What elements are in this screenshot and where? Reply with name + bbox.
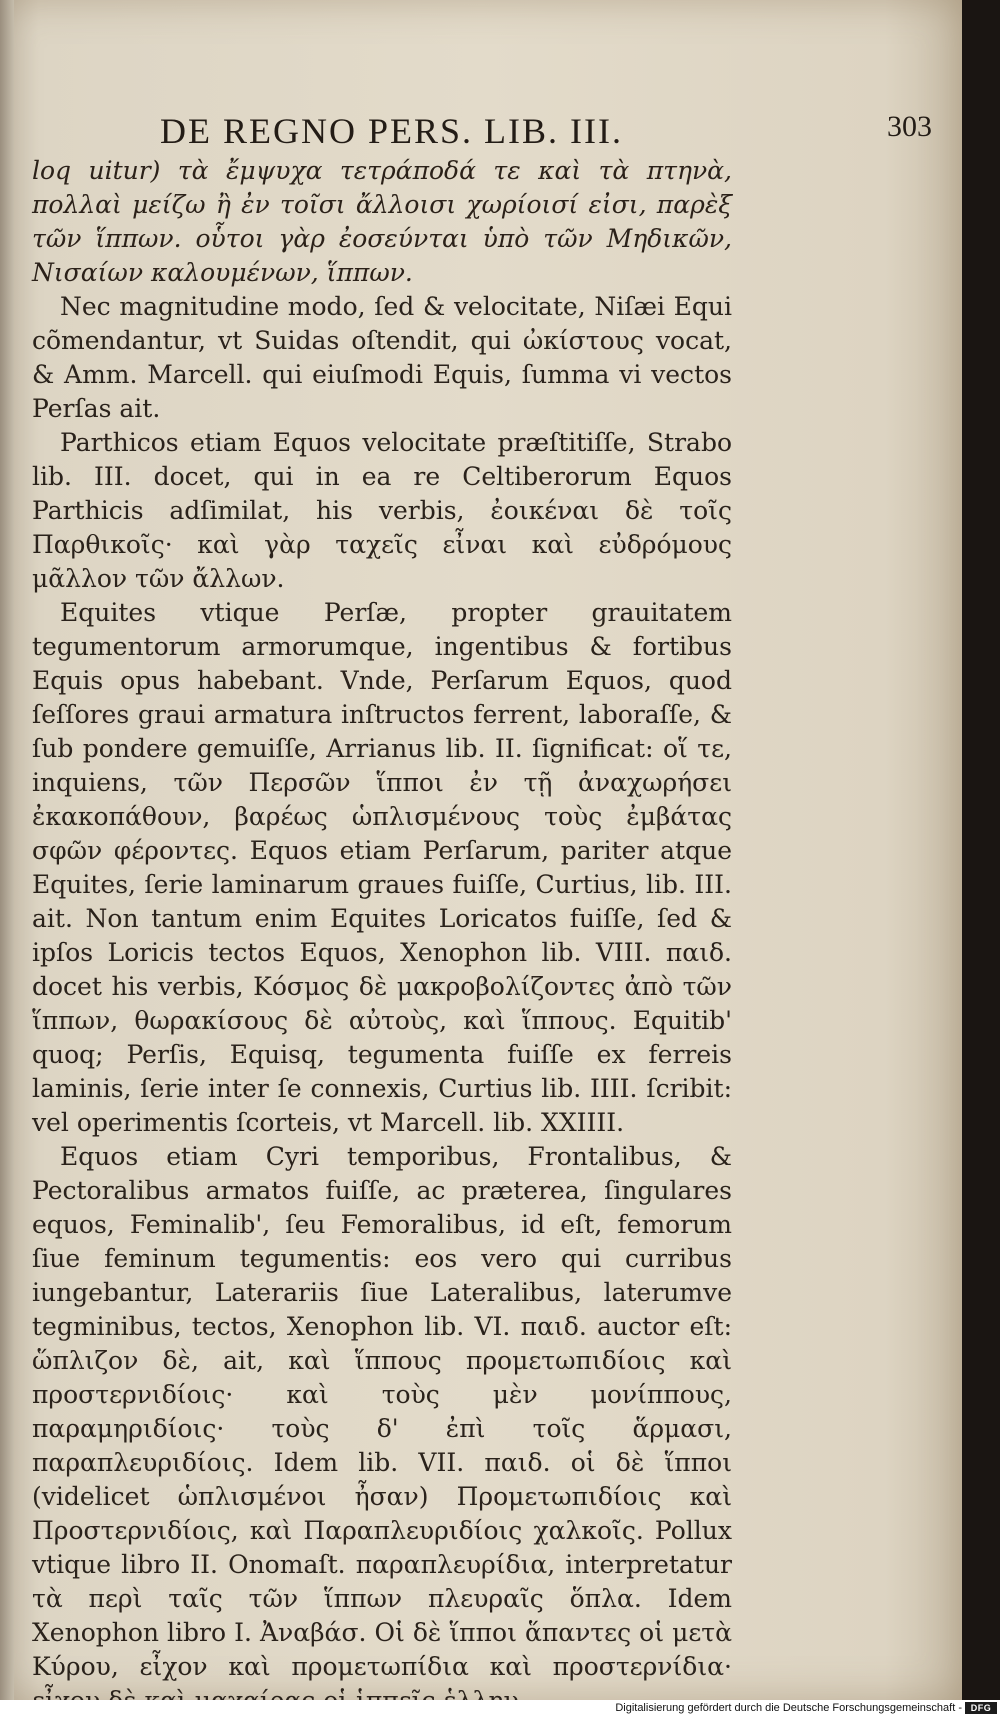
- paragraph-2: Nec magnitudine modo, ſed & velocitate, Niſæi Equi cõmendantur, vt Suidas oſtendit, qui ὠκίστους vocat, & Amm. Marcell. qui eiuſmodi Equis, ſumma vi vectos Perſas ait.: [32, 292, 732, 423]
- digitization-footer: [0, 1700, 1000, 1716]
- running-title: DE REGNO PERS. LIB. III.: [160, 111, 623, 151]
- body-text: [32, 154, 732, 1716]
- footer-credit: Digitalisierung gefördert durch die Deutsche Forschungsgemeinschaft -: [615, 1702, 962, 1714]
- paragraph-4: Equites vtique Perſæ, propter grauitatem tegumentorum armorumque, ingentibus & fortibus Equis opus habebant. Vnde, Perſarum Equos, quod ſeſſores graui armatura inſtructos ferrent, laboraſſe, & ſub pondere gemuiſſe, Arrianus lib. II. ſignificat: οἵ τε, inquiens, τῶν Περσῶν ἵπποι ἐν τῇ ἀναχωρήσει ἐκακοπάθουν, βαρέως ὡπλισμένους τοὺς ἐμβάτας σφῶν φέροντες. Equos etiam Perſarum, pariter atque Equites, ſerie laminarum graues fuiſſe, Curtius, lib. III. ait. Non tantum enim Equites Loricatos fuiſſe, ſed & ipſos Loricis tectos Equos, Xenophon lib. VIII. παιδ. docet his verbis, Κόσμος δὲ μακροβολίζοντες ἀπὸ τῶν ἵππων, θωρακίσους δὲ αὐτοὺς, καὶ ἵππους. Equitib' quoq; Perſis, Equisq, tegumenta fuiſſe ex ferreis laminis, ſerie inter ſe connexis, Curtius lib. IIII. ſcribit: vel operimentis ſcorteis, vt Marcell. lib. XXIIII.: [32, 598, 732, 1137]
- page-gutter: [0, 0, 14, 1700]
- paragraph-3: Parthicos etiam Equos velocitate præſtitiſſe, Strabo lib. III. docet, qui in ea re Celtiberorum Equos Parthicis adſimilat, his verbis, ἐοικέναι δὲ τοῖς Παρθικοῖς· καὶ γὰρ ταχεῖς εἶναι καὶ εὐδρόμους μᾶλλον τῶν ἄλλων.: [32, 428, 732, 593]
- paragraph-5: Equos etiam Cyri temporibus, Frontalibus, & Pectoralibus armatos fuiſſe, ac præterea, ſingulares equos, Feminalib', ſeu Femoralibus, id eſt, femorum ſiue feminum tegumentis: eos vero qui curribus iungebantur, Laterariis ſiue Lateralibus, laterumve tegminibus, tectos, Xenophon lib. VI. παιδ. auctor eſt: ὥπλιζον δὲ, ait, καὶ ἵππους προμετωπιδίοις καὶ προστερνιδίοις· καὶ τοὺς μὲν μονίππους, παραμηριδίοις· τοὺς δ' ἐπὶ τοῖς ἅρμασι, παραπλευριδίοις. Idem lib. VII. παιδ. οἱ δὲ ἵπποι (videlicet ὡπλισμένοι ἦσαν) Προμετωπιδίοις καὶ Προστερνιδίοις, καὶ Παραπλευριδίοις χαλκοῖς. Pollux vtique libro II. Onomaſt. παραπλευρίδια, interpretatur τὰ περὶ ταῖς τῶν ἵππων πλευραῖς ὅπλα. Idem Xenophon libro I. Ἀναβάσ. Οἱ δὲ ἵπποι ἅπαντες οἱ μετὰ Κύρου, εἶχον καὶ προμετωπίδια καὶ προστερνίδια·: [32, 1142, 732, 1681]
- paragraph-1: loq uitur) τὰ ἔμψυχα τετράποδά τε καὶ τὰ πτηνὰ, πολλαὶ μείζω ἢ ἐν τοῖσι ἄλλοισι χωρίοισί εἰσι, παρὲξ τῶν ἵππων. οὗτοι γὰρ ἐοσεύνται ὑπὸ τῶν Μηδικῶν, Νισαίων καλουμένων, ἵππων.: [32, 156, 732, 287]
- dfg-logo-icon: DFG: [965, 1702, 997, 1714]
- page-number: 303: [887, 110, 932, 143]
- running-head: [160, 110, 940, 156]
